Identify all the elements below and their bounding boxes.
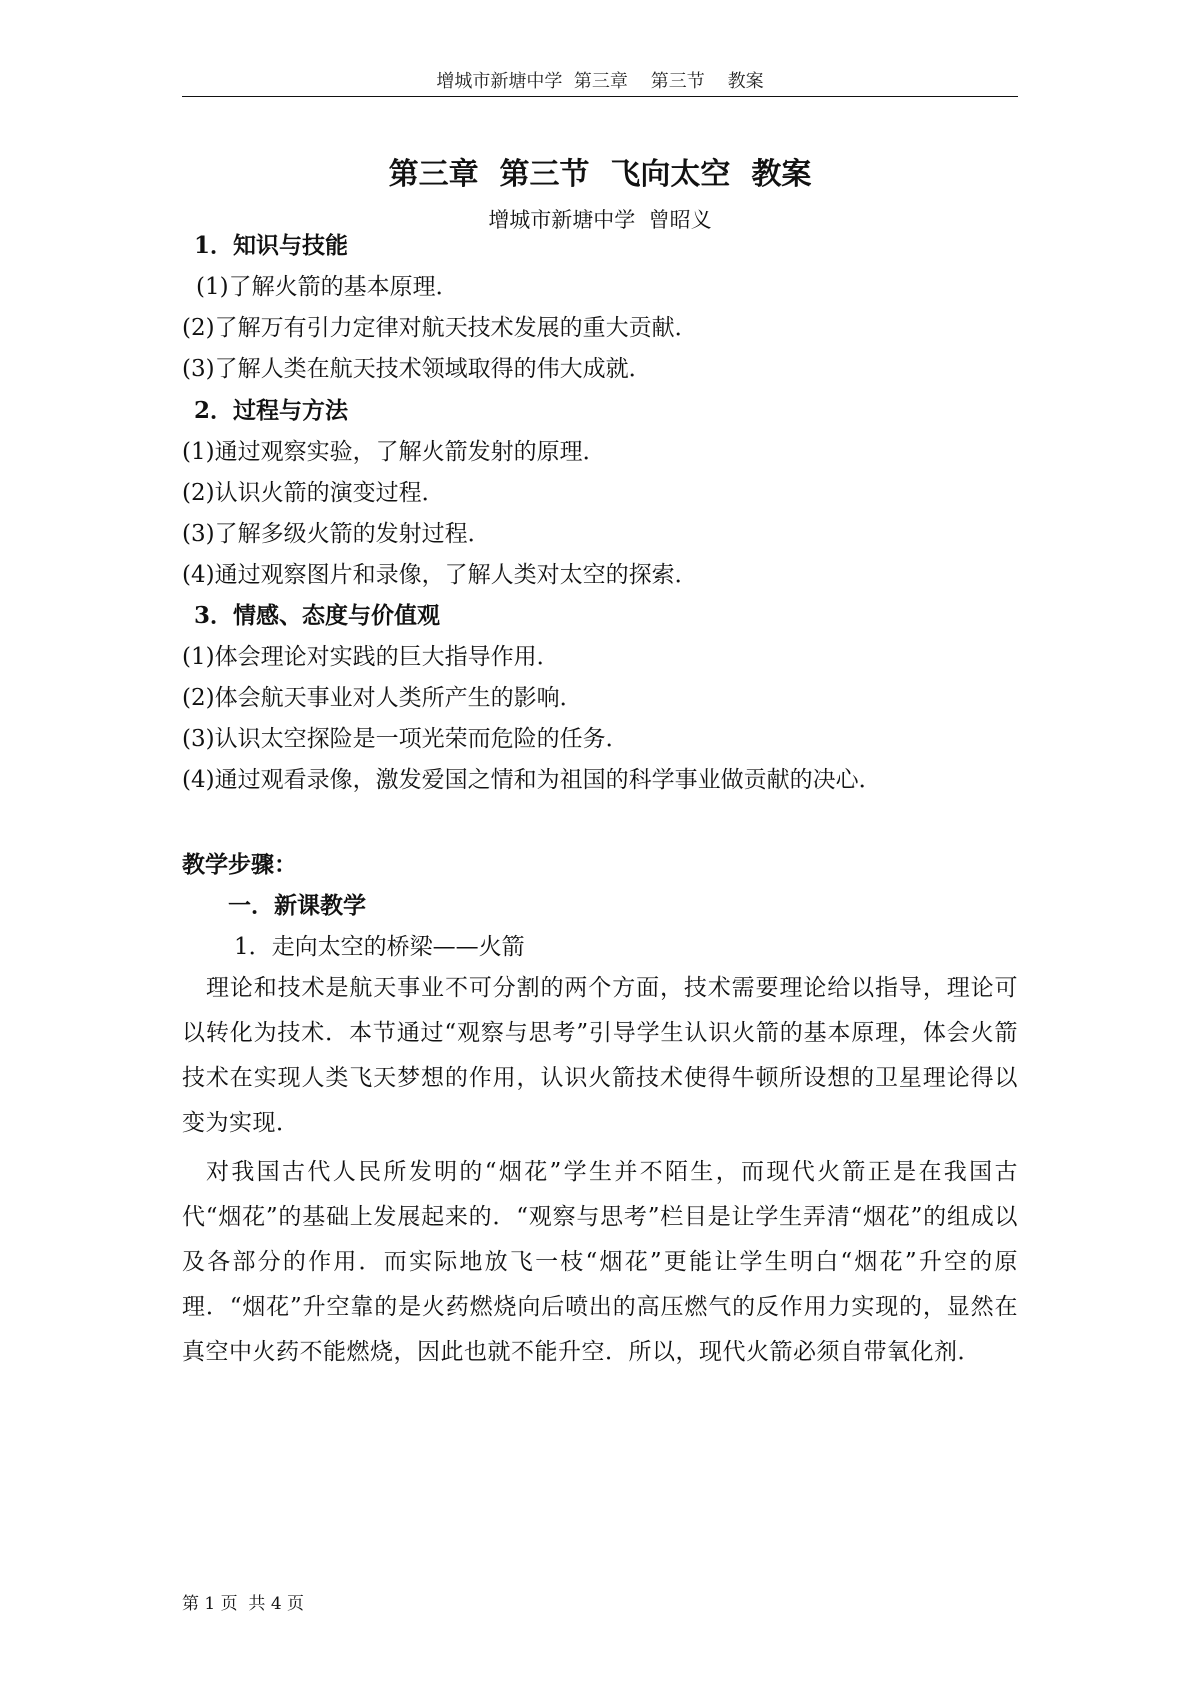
- objective-item: (3)认识太空探险是一项光荣而危险的任务．: [182, 726, 629, 752]
- body-paragraph: 理论和技术是航天事业不可分割的两个方面，技术需要理论给以指导，理论可以转化为技术．本节通过“观察与思考”引导学生认识火箭的基本原理，体会火箭技术在实现人类飞天梦想的作用，认识火箭技术使得牛顿所设想的卫星理论得以变为实现．: [182, 975, 1018, 1136]
- objective-item: (4)通过观看录像，激发爱国之情和为祖国的科学事业做贡献的决心．: [182, 767, 882, 793]
- objective-item: (1)了解火箭的基本原理．: [196, 274, 459, 300]
- objective-item: (1)体会理论对实践的巨大指导作用．: [182, 644, 560, 670]
- objective-item: (4)通过观察图片和录像，了解人类对太空的探索．: [182, 562, 698, 588]
- objective-item: (3)了解人类在航天技术领域取得的伟大成就．: [182, 356, 652, 382]
- objective-item: (2)了解万有引力定律对航天技术发展的重大贡献．: [182, 315, 698, 341]
- objective-item: (1)通过观察实验，了解火箭发射的原理．: [182, 439, 606, 465]
- page-footer: 第 1 页 共 4 页: [182, 1594, 305, 1614]
- objective-item: (2)体会航天事业对人类所产生的影响．: [182, 685, 583, 711]
- section-heading-process: 2．过程与方法: [194, 397, 349, 424]
- running-header: 增城市新塘中学 第三章 第三节 教案: [436, 71, 764, 92]
- part-heading: 一．新课教学: [228, 892, 366, 919]
- section-heading-values: 3．情感、态度与价值观: [194, 602, 441, 629]
- header-divider: [182, 96, 1018, 97]
- body-paragraph: 对我国古代人民所发明的“烟花”学生并不陌生，而现代火箭正是在我国古代“烟花”的基础上发展起来的．“观察与思考”栏目是让学生弄清“烟花”的组成以及各部分的作用．而实际地放飞一枝“烟花”更能让学生明白“烟花”升空的原理．“烟花”升空靠的是火药燃烧向后喷出的高压燃气的反作用力实现的，显然在真空中火药不能燃烧，因此也就不能升空．所以，现代火箭必须自带氧化剂．: [182, 1159, 1018, 1365]
- section-heading-knowledge: 1．知识与技能: [194, 232, 349, 259]
- author-line: 增城市新塘中学 曾昭义: [488, 208, 712, 232]
- objective-item: (3)了解多级火箭的发射过程．: [182, 521, 491, 547]
- teaching-steps-heading: 教学步骤：: [182, 851, 297, 878]
- document-title: 第三章 第三节 飞向太空 教案: [388, 157, 812, 192]
- objective-item: (2)认识火箭的演变过程．: [182, 480, 445, 506]
- sub-heading: 1．走向太空的桥梁——火箭: [234, 934, 525, 960]
